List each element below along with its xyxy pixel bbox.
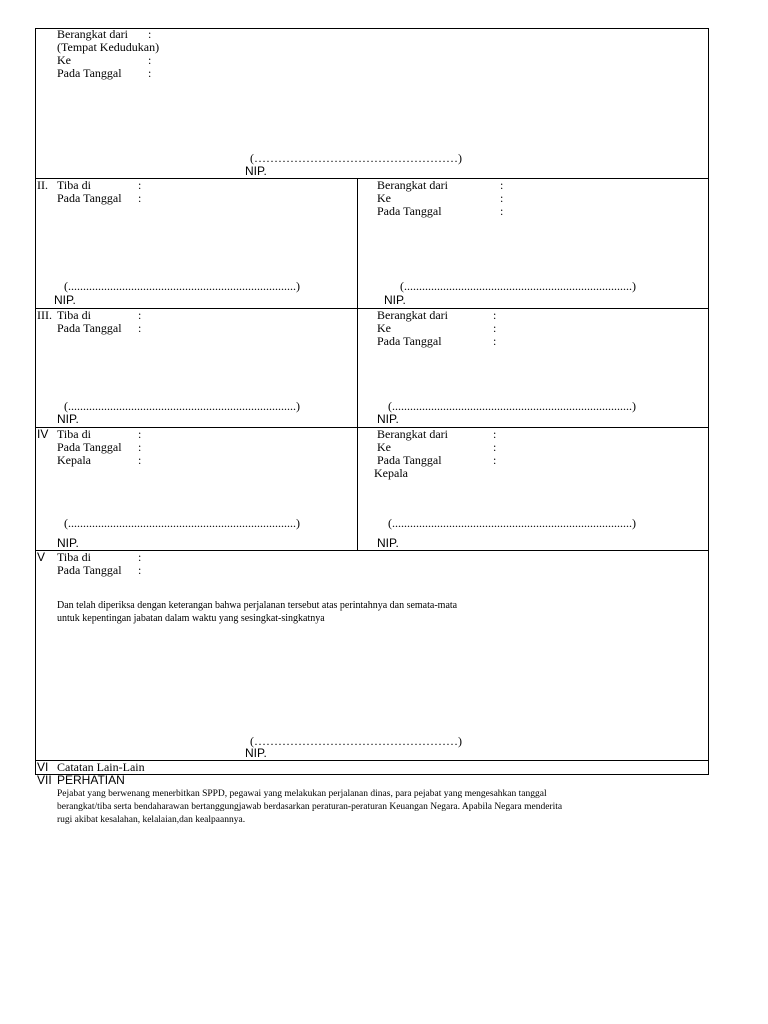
- signature-line: (……………………………………………): [250, 734, 462, 748]
- statement-line: untuk kepentingan jabatan dalam waktu yang sesingkat-singkatnya: [57, 613, 325, 624]
- colon: :: [138, 178, 142, 192]
- signature-line: (............................................................................): [64, 516, 300, 530]
- section-number: V: [37, 550, 46, 564]
- label-tiba-di: Tiba di: [57, 308, 91, 322]
- signature-line: (............................................................................): [64, 279, 300, 293]
- colon: :: [138, 563, 142, 577]
- colon: :: [500, 178, 504, 192]
- label-pada-tanggal: Pada Tanggal: [57, 321, 122, 335]
- colon: :: [138, 308, 142, 322]
- nip-label: NIP.: [384, 293, 406, 307]
- label-ke: Ke: [377, 440, 391, 454]
- colon: :: [138, 453, 142, 467]
- colon: :: [493, 308, 497, 322]
- label-berangkat-dari: Berangkat dari: [377, 308, 448, 322]
- colon: :: [138, 427, 142, 441]
- form-border-right: [708, 28, 709, 775]
- colon: :: [148, 27, 152, 41]
- nip-label: NIP.: [57, 536, 79, 550]
- label-kepala: Kepala: [57, 453, 91, 467]
- colon: :: [493, 440, 497, 454]
- section-title: Catatan Lain-Lain: [57, 760, 145, 774]
- label-ke: Ke: [377, 191, 391, 205]
- label-pada-tanggal: Pada Tanggal: [57, 66, 122, 80]
- label-pada-tanggal: Pada Tanggal: [57, 191, 122, 205]
- nip-label: NIP.: [245, 746, 267, 760]
- nip-label: NIP.: [377, 536, 399, 550]
- colon: :: [500, 204, 504, 218]
- label-berangkat-dari: Berangkat dari: [377, 427, 448, 441]
- divider-section-vii: [35, 774, 709, 775]
- signature-line: (................................................................................): [388, 399, 636, 413]
- nip-label: NIP.: [245, 164, 267, 178]
- label-tiba-di: Tiba di: [57, 178, 91, 192]
- signature-line: (……………………………………………): [250, 151, 462, 165]
- colon: :: [138, 321, 142, 335]
- colon: :: [493, 334, 497, 348]
- section-number: III.: [37, 308, 52, 322]
- notice-line: berangkat/tiba serta bendaharawan bertanggungjawab berdasarkan peraturan-peraturan Keuangan Negara. Apabila Negara menderita: [57, 802, 563, 812]
- signature-line: (................................................................................): [388, 516, 636, 530]
- notice-line: rugi akibat kesalahan, kelalaian,dan kealpaannya.: [57, 815, 246, 825]
- label-ke: Ke: [377, 321, 391, 335]
- form-border-top: [35, 28, 709, 29]
- section-number: II.: [37, 178, 48, 192]
- label-pada-tanggal: Pada Tanggal: [57, 440, 122, 454]
- signature-line: (............................................................................): [400, 279, 636, 293]
- label-berangkat-dari: Berangkat dari: [377, 178, 448, 192]
- colon: :: [493, 427, 497, 441]
- divider-section-ii: [35, 178, 709, 179]
- divider-section-iv: [35, 427, 709, 428]
- colon: :: [493, 321, 497, 335]
- label-kepala: Kepala: [374, 466, 408, 480]
- signature-line: (............................................................................): [64, 399, 300, 413]
- colon: :: [148, 66, 152, 80]
- label-berangkat-dari: Berangkat dari: [57, 27, 128, 41]
- column-divider: [357, 178, 358, 550]
- section-title: PERHATIAN: [57, 773, 125, 787]
- nip-label: NIP.: [57, 412, 79, 426]
- label-tiba-di: Tiba di: [57, 427, 91, 441]
- divider-section-v: [35, 550, 709, 551]
- label-pada-tanggal: Pada Tanggal: [377, 204, 442, 218]
- notice-line: Pejabat yang berwenang menerbitkan SPPD, pegawai yang melakukan perjalanan dinas, para pejabat yang mengesahkan tanggal: [57, 789, 547, 799]
- colon: :: [148, 53, 152, 67]
- form-border-left: [35, 28, 36, 775]
- label-ke: Ke: [57, 53, 71, 67]
- label-tempat-kedudukan: (Tempat Kedudukan): [57, 40, 160, 54]
- colon: :: [500, 191, 504, 205]
- colon: :: [138, 191, 142, 205]
- label-pada-tanggal: Pada Tanggal: [377, 453, 442, 467]
- section-number: IV: [37, 427, 49, 441]
- label-pada-tanggal: Pada Tanggal: [57, 563, 122, 577]
- colon: :: [493, 453, 497, 467]
- label-tiba-di: Tiba di: [57, 550, 91, 564]
- nip-label: NIP.: [377, 412, 399, 426]
- nip-label: NIP.: [54, 293, 76, 307]
- statement-line: Dan telah diperiksa dengan keterangan bahwa perjalanan tersebut atas perintahnya dan semata-mata: [57, 600, 458, 611]
- label-pada-tanggal: Pada Tanggal: [377, 334, 442, 348]
- colon: :: [138, 440, 142, 454]
- section-number: VI: [37, 760, 49, 774]
- colon: :: [138, 550, 142, 564]
- divider-section-iii: [35, 308, 709, 309]
- section-number: VII: [37, 773, 52, 787]
